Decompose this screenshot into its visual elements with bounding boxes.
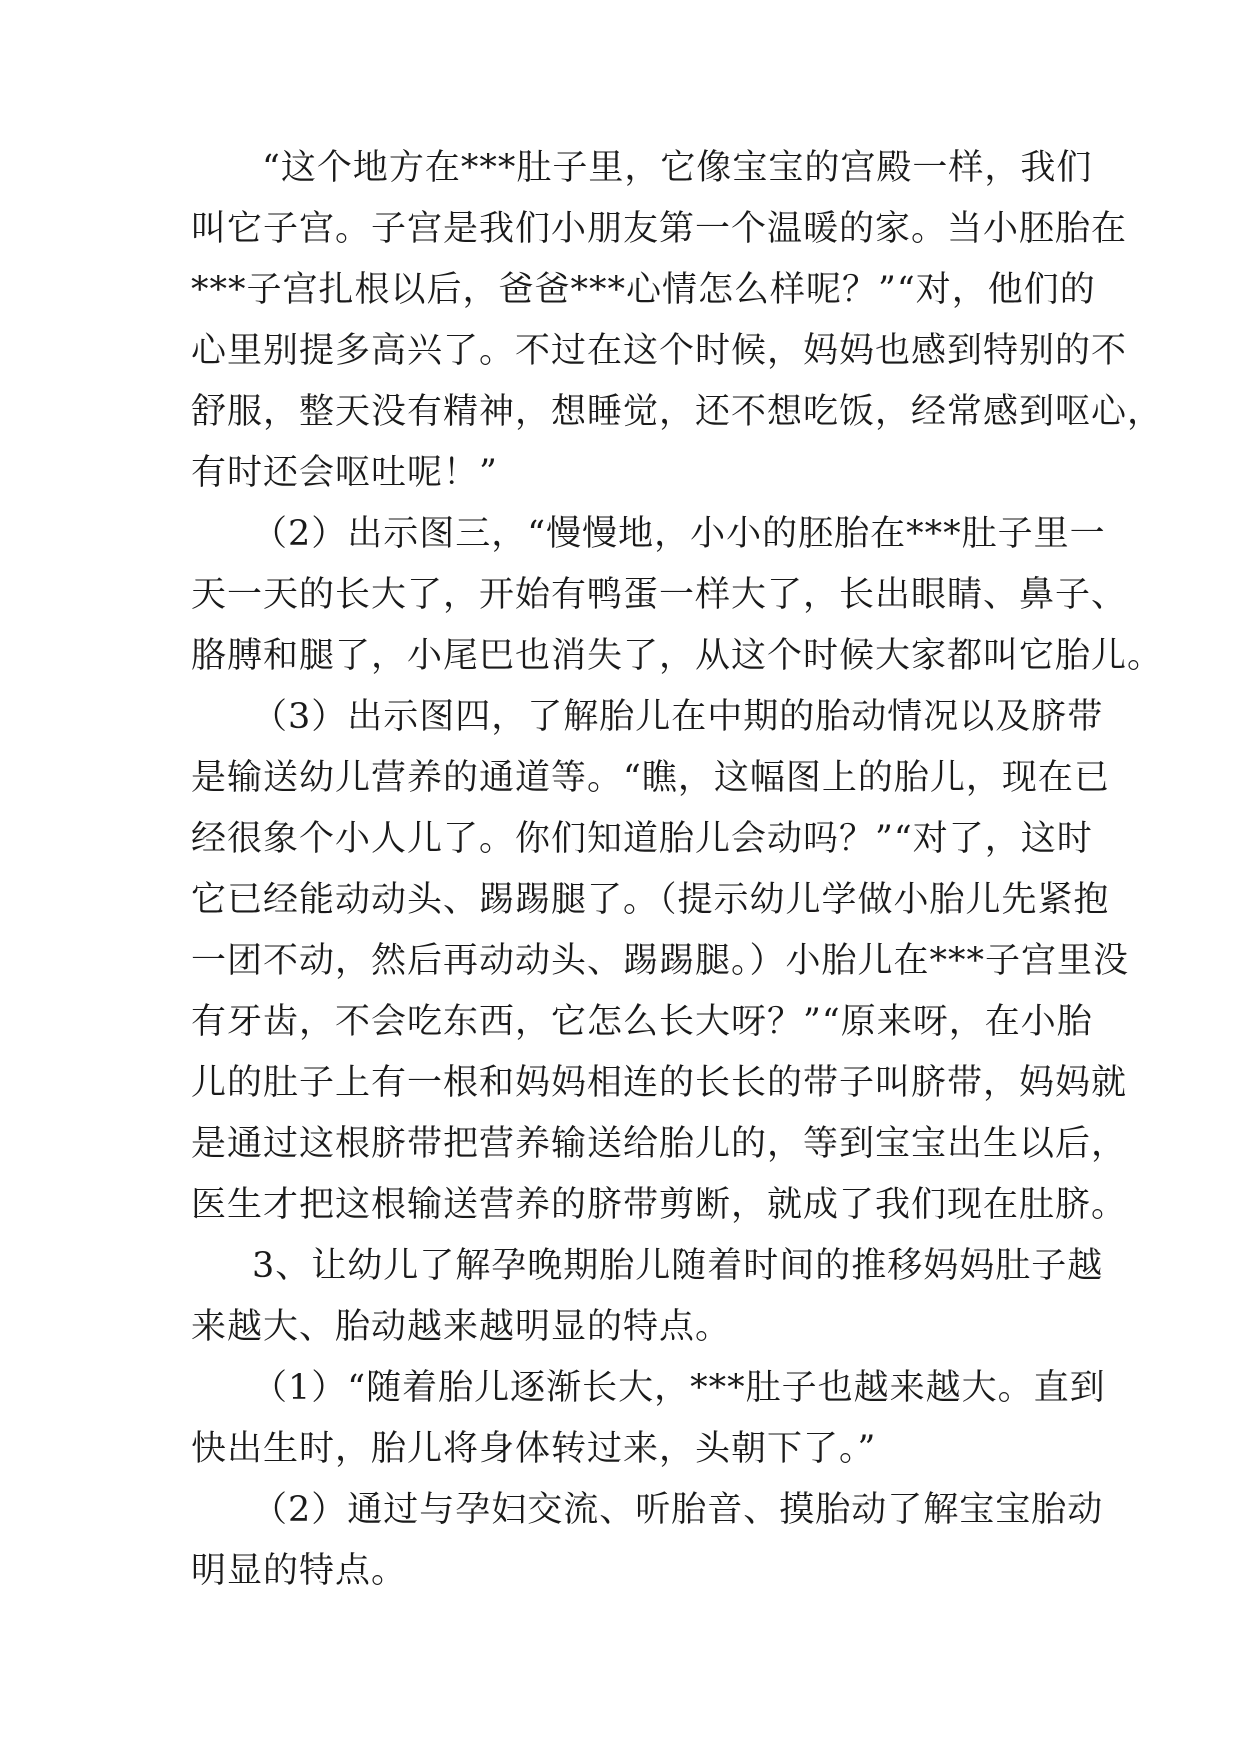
text-line: 有时还会呕吐呢！” [191, 453, 498, 493]
text-line: 来越大、胎动越来越明显的特点。 [191, 1307, 732, 1347]
text-line: （3）出示图四，了解胎儿在中期的胎动情况以及脐带 [252, 697, 1104, 737]
text-line: （2）通过与孕妇交流、听胎音、摸胎动了解宝宝胎动 [252, 1490, 1104, 1530]
text-line: 是通过这根脐带把营养输送给胎儿的，等到宝宝出生以后， [191, 1124, 1128, 1164]
text-line: 医生才把这根输送营养的脐带剪断，就成了我们现在肚脐。 [191, 1185, 1128, 1225]
text-line: 它已经能动动头、踢踢腿了。（提示幼儿学做小胎儿先紧抱 [191, 880, 1110, 920]
text-line: 叫它子宫。子宫是我们小朋友第一个温暖的家。当小胚胎在 [191, 209, 1128, 249]
text-line: 心里别提多高兴了。不过在这个时候，妈妈也感到特别的不 [191, 331, 1128, 371]
text-line: 胳膊和腿了，小尾巴也消失了，从这个时候大家都叫它胎儿。 [191, 636, 1164, 676]
text-line: 3、让幼儿了解孕晚期胎儿随着时间的推移妈妈肚子越 [252, 1246, 1104, 1286]
text-line: （1）“随着胎儿逐渐长大，***肚子也越来越大。直到 [252, 1368, 1106, 1408]
text-line: 是输送幼儿营养的通道等。“瞧，这幅图上的胎儿，现在已 [191, 758, 1110, 798]
text-line: 明显的特点。 [191, 1551, 408, 1591]
text-line: “这个地方在***肚子里，它像宝宝的宫殿一样，我们 [262, 148, 1093, 188]
text-line: 经很象个小人儿了。你们知道胎儿会动吗？”“对了，这时 [191, 819, 1093, 859]
text-line: ***子宫扎根以后，爸爸***心情怎么样呢？”“对，他们的 [191, 270, 1096, 310]
text-line: 天一天的长大了，开始有鸭蛋一样大了，长出眼睛、鼻子、 [191, 575, 1128, 615]
text-line: （2）出示图三，“慢慢地，小小的胚胎在***肚子里一 [252, 514, 1106, 554]
text-line: 一团不动，然后再动动头、踢踢腿。）小胎儿在***子宫里没 [191, 941, 1130, 981]
text-line: 有牙齿，不会吃东西，它怎么长大呀？”“原来呀，在小胎 [191, 1002, 1093, 1042]
text-line: 快出生时，胎儿将身体转过来，头朝下了。” [191, 1429, 877, 1469]
text-line: 舒服，整天没有精神，想睡觉，还不想吃饭，经常感到呕心， [191, 392, 1164, 432]
text-line: 儿的肚子上有一根和妈妈相连的长长的带子叫脐带，妈妈就 [191, 1063, 1128, 1103]
